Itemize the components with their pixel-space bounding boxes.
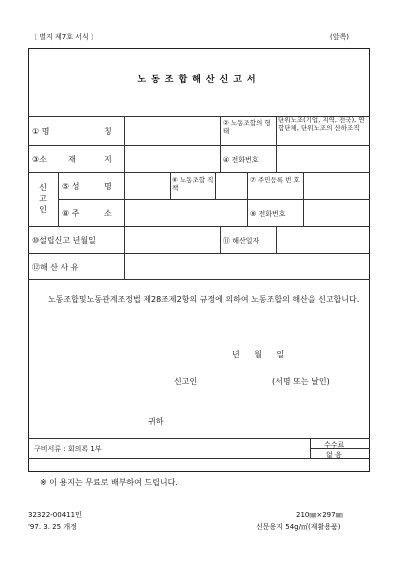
paper-spec: 신문용지 54g/㎡(재활용품) xyxy=(256,523,341,531)
founded-date-label: ⑩설립신고 년월일 xyxy=(32,236,96,245)
person-address-label: ⑧ 주 xyxy=(62,209,80,218)
form-title: 노동조합해산신고서 xyxy=(137,75,261,85)
address-label-3: 지 xyxy=(104,155,112,164)
address-label: ③소 xyxy=(32,155,47,164)
position-label: ⑥ 노동조합 직 책 xyxy=(172,176,214,192)
address-label-2: 재 xyxy=(68,155,76,164)
fee-value: 없 음 xyxy=(326,451,342,459)
union-type-value: 단위노조(기업, 지역, 전국), 연합단체, 단위노조의 산하조직 xyxy=(278,116,365,132)
form-frame xyxy=(28,48,370,472)
recipient-label: 귀하 xyxy=(148,417,164,426)
name-label-2: 칭 xyxy=(104,127,112,136)
reporter-label: 신고인 xyxy=(174,377,198,386)
free-distribution-note: ※ 이 용지는 무료로 배부하여 드립니다. xyxy=(40,478,178,487)
attachment-label: 구비서류 : 회의록 1부 xyxy=(34,445,102,453)
revision-date: '97. 3. 25 개정 xyxy=(28,523,77,531)
reporter-vertical-label: 신고인 xyxy=(39,183,47,214)
dissolution-reason-label: ⑫해 산 사 유 xyxy=(32,263,79,272)
person-address-label-2: 소 xyxy=(104,209,112,218)
union-type-label: ② 노동조합의 형태 xyxy=(223,119,271,135)
dissolution-date-label: ⑪ 해산일자 xyxy=(223,237,260,245)
paper-size: 210㎜×297㎜ xyxy=(296,511,343,519)
resident-number-label: ⑦ 주민등록 번 호 xyxy=(250,176,300,184)
union-phone-label: ④ 전화번호 xyxy=(223,156,259,164)
name-label: ① 명 xyxy=(32,127,50,136)
page-side: (앞쪽) xyxy=(330,33,349,41)
person-name-label-2: 명 xyxy=(104,182,112,191)
form-code: 32322-00411민 xyxy=(28,511,82,519)
person-name-label: ⑤ 성 xyxy=(62,182,80,191)
fee-label: 수수료 xyxy=(324,441,345,449)
person-phone-label: ⑨ 전화번호 xyxy=(250,210,286,218)
signature-label: (서명 또는 날인) xyxy=(272,377,330,386)
form-number: 〔 별지 제7호 서식 〕 xyxy=(30,33,98,41)
statement-text: 노동조합및노동관계조정법 제28조제2항의 규정에 의하여 노동조합의 해산을 신고합니다. xyxy=(48,295,360,304)
report-date: 년 월 일 xyxy=(232,350,291,359)
